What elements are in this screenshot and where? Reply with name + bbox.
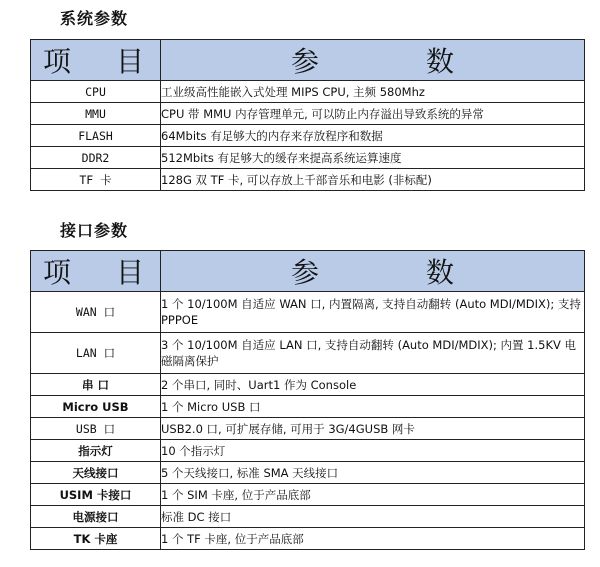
row-name: DDR2 bbox=[31, 147, 161, 169]
row-desc: USB2.0 口, 可扩展存储, 可用于 3G/4GUSB 网卡 bbox=[161, 418, 585, 440]
interface-params-title: 接口参数 bbox=[60, 221, 129, 240]
table-row bbox=[31, 484, 585, 506]
row-desc: CPU 带 MMU 内存管理单元, 可以防止内存溢出导致系统的异常 bbox=[161, 103, 585, 125]
row-desc: 64Mbits 有足够大的内存来存放程序和数据 bbox=[161, 125, 585, 147]
table-row bbox=[31, 81, 585, 103]
row-desc: 1 个 Micro USB 口 bbox=[161, 396, 585, 418]
row-name: Micro USB bbox=[31, 396, 161, 418]
row-name: USIM 卡接口 bbox=[31, 484, 161, 506]
row-desc: 1 个 SIM 卡座, 位于产品底部 bbox=[161, 484, 585, 506]
row-desc: 工业级高性能嵌入式处理 MIPS CPU, 主频 580Mhz bbox=[161, 81, 585, 103]
table-row bbox=[31, 125, 585, 147]
table-row bbox=[31, 396, 585, 418]
param-column-header: 参 数 bbox=[161, 40, 585, 81]
table-row bbox=[31, 292, 585, 333]
table-header-row bbox=[31, 40, 585, 81]
row-name: WAN 口 bbox=[31, 292, 161, 333]
param-column-header: 参 数 bbox=[161, 251, 585, 292]
row-desc: 128G 双 TF 卡, 可以存放上千部音乐和电影 (非标配) bbox=[161, 169, 585, 191]
row-name: TK 卡座 bbox=[31, 528, 161, 550]
table-row bbox=[31, 440, 585, 462]
row-name: 天线接口 bbox=[31, 462, 161, 484]
table-row bbox=[31, 506, 585, 528]
row-name: TF 卡 bbox=[31, 169, 161, 191]
table-row bbox=[31, 169, 585, 191]
item-column-header: 项 目 bbox=[31, 40, 161, 81]
system-params-table bbox=[30, 39, 585, 191]
row-name: USB 口 bbox=[31, 418, 161, 440]
table-row bbox=[31, 333, 585, 374]
table-row bbox=[31, 462, 585, 484]
row-desc: 1 个 10/100M 自适应 WAN 口, 内置隔离, 支持自动翻转 (Auto MDI/MDIX); 支持 PPPOE bbox=[161, 292, 585, 333]
item-column-header: 项 目 bbox=[31, 251, 161, 292]
table-row bbox=[31, 374, 585, 396]
table-row bbox=[31, 147, 585, 169]
row-name: 电源接口 bbox=[31, 506, 161, 528]
row-desc: 1 个 TF 卡座, 位于产品底部 bbox=[161, 528, 585, 550]
row-desc: 10 个指示灯 bbox=[161, 440, 585, 462]
row-name: LAN 口 bbox=[31, 333, 161, 374]
table-row bbox=[31, 528, 585, 550]
table-row bbox=[31, 418, 585, 440]
table-header-row bbox=[31, 251, 585, 292]
row-name: CPU bbox=[31, 81, 161, 103]
row-desc: 2 个串口, 同时、Uart1 作为 Console bbox=[161, 374, 585, 396]
row-name: 指示灯 bbox=[31, 440, 161, 462]
row-desc: 512Mbits 有足够大的缓存来提高系统运算速度 bbox=[161, 147, 585, 169]
row-desc: 3 个 10/100M 自适应 LAN 口, 支持自动翻转 (Auto MDI/MDIX); 内置 1.5KV 电磁隔离保护 bbox=[161, 333, 585, 374]
interface-params-table bbox=[30, 250, 585, 550]
system-params-title: 系统参数 bbox=[60, 9, 129, 28]
row-name: MMU bbox=[31, 103, 161, 125]
row-name: FLASH bbox=[31, 125, 161, 147]
row-desc: 5 个天线接口, 标准 SMA 天线接口 bbox=[161, 462, 585, 484]
row-name: 串 口 bbox=[31, 374, 161, 396]
row-desc: 标准 DC 接口 bbox=[161, 506, 585, 528]
table-row bbox=[31, 103, 585, 125]
